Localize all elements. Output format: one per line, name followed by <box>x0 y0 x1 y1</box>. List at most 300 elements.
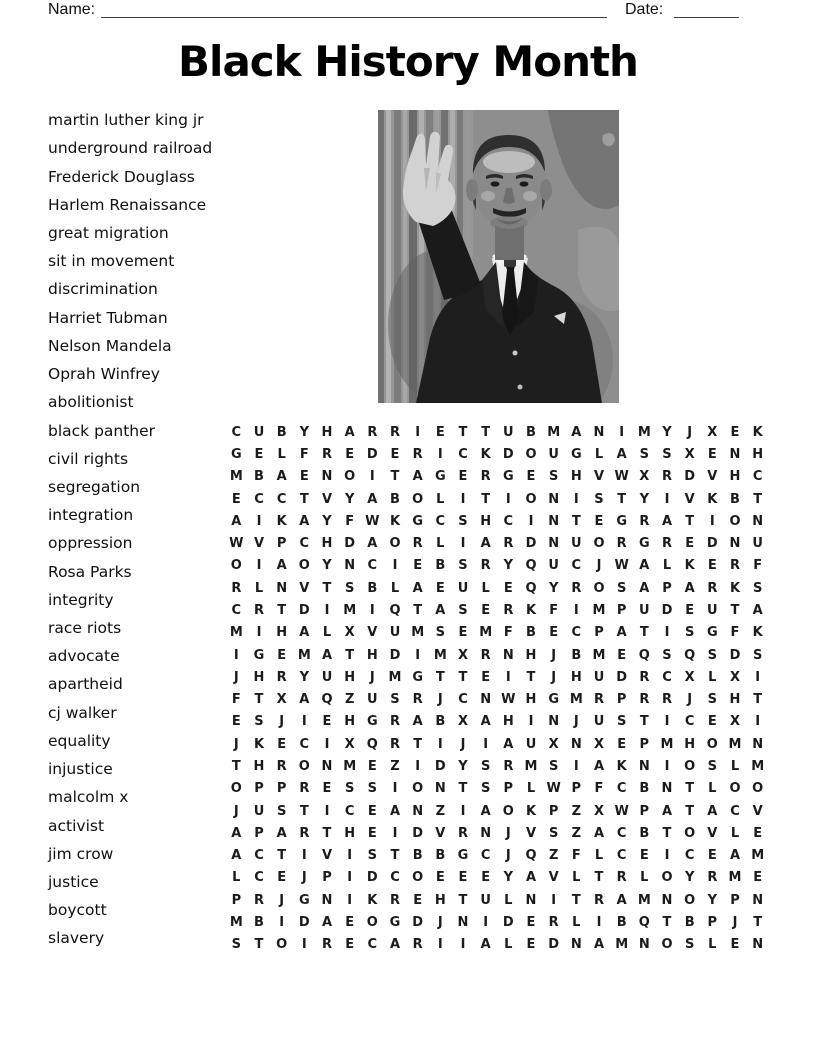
grid-letter: K <box>525 602 537 618</box>
grid-letter: U <box>548 446 559 462</box>
grid-letter: G <box>706 625 718 641</box>
grid-letter: P <box>616 692 627 708</box>
grid-letter: H <box>684 736 696 752</box>
grid-letter: I <box>664 625 670 641</box>
grid-letter: M <box>569 692 583 708</box>
grid-letter: E <box>707 848 717 864</box>
grid-letter: J <box>460 736 466 752</box>
grid-letter: R <box>276 759 287 774</box>
grid-letter: I <box>664 491 670 507</box>
grid-letter: J <box>279 714 285 730</box>
grid-letter: U <box>321 669 333 685</box>
grid-letter: R <box>480 647 491 663</box>
grid-letter: A <box>299 692 310 708</box>
grid-letter: V <box>684 491 695 507</box>
grid-letter: N <box>548 513 560 529</box>
grid-letter: E <box>413 892 423 908</box>
grid-letter: X <box>344 625 355 641</box>
word-list-item: discrimination <box>48 280 158 299</box>
grid-letter: X <box>639 469 650 485</box>
word-list-item: martin luther king jr <box>48 111 204 130</box>
grid-letter: E <box>322 714 332 730</box>
grid-letter: R <box>729 558 740 574</box>
grid-letter: Z <box>571 803 582 819</box>
date-blank-line <box>674 0 739 18</box>
grid-letter: V <box>593 469 605 485</box>
grid-letter: A <box>412 469 423 485</box>
grid-letter: I <box>256 558 262 574</box>
grid-letter: U <box>457 580 469 596</box>
grid-letter: A <box>231 513 242 529</box>
grid-letter: A <box>367 491 378 507</box>
grid-letter: R <box>503 536 514 552</box>
grid-letter: F <box>345 513 355 529</box>
grid-letter: E <box>367 759 377 774</box>
grid-letter: G <box>457 848 469 864</box>
grid-letter: I <box>347 848 353 864</box>
word-list-item: integration <box>48 506 134 525</box>
grid-letter: E <box>617 736 627 752</box>
word-list-item: Frederick Douglass <box>48 167 195 186</box>
grid-letter: C <box>503 513 514 529</box>
grid-letter: A <box>571 424 582 440</box>
grid-letter: H <box>502 714 514 730</box>
grid-letter: O <box>298 759 310 774</box>
grid-letter: E <box>231 714 241 730</box>
grid-letter: V <box>367 625 378 641</box>
grid-letter: D <box>706 536 718 552</box>
grid-letter: O <box>230 558 242 574</box>
grid-letter: T <box>594 870 604 886</box>
grid-letter: H <box>321 536 333 552</box>
grid-letter: N <box>321 892 333 908</box>
grid-letter: S <box>254 714 264 730</box>
grid-letter: X <box>684 669 695 685</box>
grid-letter: O <box>593 536 605 552</box>
grid-letter: E <box>753 825 763 841</box>
grid-letter: U <box>707 602 718 618</box>
grid-letter: N <box>412 803 424 819</box>
grid-letter: R <box>367 424 378 440</box>
grid-letter: T <box>481 491 491 507</box>
word-list-item: justice <box>48 873 99 892</box>
grid-letter: S <box>367 781 377 797</box>
grid-letter: D <box>298 602 310 618</box>
grid-letter: D <box>366 446 378 462</box>
grid-letter: J <box>551 669 557 685</box>
grid-letter: R <box>389 736 400 752</box>
grid-letter: I <box>437 736 443 752</box>
grid-letter: B <box>730 491 740 507</box>
grid-letter: U <box>480 892 491 908</box>
grid-letter: E <box>345 937 355 953</box>
grid-letter: B <box>412 848 423 864</box>
grid-letter: N <box>752 937 764 953</box>
grid-letter: J <box>596 558 602 574</box>
grid-letter: E <box>458 625 468 641</box>
grid-letter: C <box>390 870 400 886</box>
grid-letter: J <box>279 892 285 908</box>
grid-letter: Q <box>638 647 650 663</box>
grid-letter: H <box>276 625 288 641</box>
grid-letter: H <box>253 759 265 774</box>
grid-letter: E <box>435 424 445 440</box>
grid-letter: I <box>301 937 307 953</box>
grid-letter: T <box>254 937 264 953</box>
word-list-item: jim crow <box>48 844 114 863</box>
grid-letter: Y <box>322 558 332 574</box>
grid-letter: T <box>458 781 468 797</box>
grid-letter: U <box>525 736 537 752</box>
grid-letter: A <box>525 870 537 886</box>
grid-letter: I <box>528 513 534 529</box>
grid-letter: I <box>415 647 421 663</box>
grid-letter: J <box>233 736 239 752</box>
grid-letter: A <box>661 513 673 529</box>
grid-letter: R <box>412 692 423 708</box>
grid-letter: C <box>435 513 446 529</box>
grid-letter: I <box>324 803 330 819</box>
grid-letter: O <box>752 781 764 797</box>
grid-letter: D <box>344 536 356 552</box>
grid-letter: M <box>547 424 561 440</box>
grid-letter: H <box>321 424 333 440</box>
grid-letter: I <box>551 892 557 908</box>
grid-letter: Q <box>366 736 378 752</box>
grid-letter: J <box>233 803 239 819</box>
word-list-item: Nelson Mandela <box>48 336 172 355</box>
grid-letter: L <box>662 558 672 574</box>
grid-letter: R <box>707 580 718 596</box>
grid-letter: R <box>707 870 718 886</box>
grid-letter: I <box>664 759 670 774</box>
grid-letter: Q <box>525 558 537 574</box>
grid-letter: E <box>299 469 309 485</box>
grid-letter: I <box>664 848 670 864</box>
grid-letter: R <box>571 580 582 596</box>
grid-letter: O <box>706 736 718 752</box>
grid-letter: M <box>751 848 765 864</box>
grid-letter: R <box>639 513 650 529</box>
grid-letter: L <box>594 848 604 864</box>
grid-letter: N <box>276 580 288 596</box>
grid-letter: Q <box>638 915 650 931</box>
grid-letter: F <box>730 625 740 641</box>
grid-letter: G <box>570 446 582 462</box>
grid-letter: S <box>548 469 559 485</box>
grid-letter: L <box>730 825 740 841</box>
grid-letter: N <box>570 937 582 953</box>
grid-letter: C <box>684 714 695 730</box>
grid-letter: G <box>298 892 310 908</box>
grid-letter: A <box>299 625 310 641</box>
grid-letter: E <box>322 781 332 797</box>
grid-letter: P <box>594 625 604 641</box>
grid-letter: I <box>392 825 398 841</box>
grid-letter: I <box>709 513 715 529</box>
grid-letter: E <box>458 469 468 485</box>
grid-letter: S <box>276 803 287 819</box>
grid-letter: V <box>707 825 718 841</box>
name-blank-line <box>101 0 607 18</box>
grid-letter: W <box>546 781 561 797</box>
grid-letter: S <box>707 647 717 663</box>
grid-letter: A <box>480 803 491 819</box>
grid-letter: E <box>685 536 695 552</box>
grid-letter: S <box>616 580 627 596</box>
grid-letter: I <box>256 513 262 529</box>
grid-letter: C <box>730 803 740 819</box>
grid-letter: C <box>571 625 582 641</box>
grid-letter: T <box>458 669 468 685</box>
grid-letter: C <box>458 446 468 462</box>
grid-letter: R <box>616 870 627 886</box>
grid-letter: M <box>615 937 629 953</box>
grid-letter: V <box>299 580 310 596</box>
grid-letter: E <box>458 870 468 886</box>
grid-letter: Y <box>344 491 355 507</box>
grid-letter: Y <box>503 558 514 574</box>
grid-letter: T <box>753 491 763 507</box>
word-list-item: malcolm x <box>48 788 129 807</box>
grid-letter: E <box>254 446 264 462</box>
grid-letter: S <box>344 580 355 596</box>
grid-letter: E <box>707 558 717 574</box>
grid-letter: A <box>276 825 287 841</box>
grid-letter: E <box>617 647 627 663</box>
grid-letter: L <box>504 892 513 908</box>
grid-letter: W <box>229 536 244 552</box>
grid-letter: M <box>229 469 243 485</box>
grid-letter: S <box>752 647 763 663</box>
grid-letter: X <box>548 736 559 752</box>
grid-letter: R <box>503 759 514 774</box>
grid-letter: T <box>299 491 309 507</box>
grid-letter: P <box>276 781 287 797</box>
word-list-item: great migration <box>48 223 169 242</box>
grid-letter: P <box>616 602 627 618</box>
grid-letter: H <box>570 469 582 485</box>
grid-letter: N <box>548 536 560 552</box>
grid-letter: E <box>277 870 287 886</box>
grid-letter: O <box>593 580 605 596</box>
grid-letter: A <box>231 848 242 864</box>
grid-letter: I <box>596 915 602 931</box>
grid-letter: F <box>753 558 763 574</box>
grid-letter: V <box>321 848 333 864</box>
grid-letter: R <box>661 536 672 552</box>
grid-letter: C <box>276 491 287 507</box>
grid-letter: O <box>684 892 696 908</box>
grid-letter: N <box>457 915 469 931</box>
page-title: Black History Month <box>178 37 638 86</box>
grid-letter: D <box>298 915 310 931</box>
grid-letter: C <box>299 536 310 552</box>
grid-letter: I <box>460 536 466 552</box>
grid-letter: F <box>231 692 241 708</box>
grid-letter: K <box>729 580 741 596</box>
grid-letter: S <box>639 446 649 462</box>
grid-letter: L <box>322 625 332 641</box>
grid-letter: O <box>412 870 424 886</box>
grid-letter: R <box>299 825 310 841</box>
grid-letter: I <box>460 803 466 819</box>
grid-letter: N <box>434 781 446 797</box>
grid-letter: S <box>548 825 559 841</box>
word-list-item: abolitionist <box>48 393 134 412</box>
grid-letter: K <box>752 424 763 440</box>
grid-letter: Y <box>548 580 559 596</box>
grid-letter: U <box>503 424 514 440</box>
grid-letter: T <box>413 736 423 752</box>
grid-letter: V <box>253 536 265 552</box>
grid-letter: S <box>548 759 559 774</box>
grid-letter: E <box>390 446 400 462</box>
grid-letter: U <box>639 602 650 618</box>
grid-letter: I <box>505 491 511 507</box>
grid-letter: A <box>412 714 423 730</box>
grid-letter: D <box>548 937 560 953</box>
name-label: Name: <box>48 1 96 18</box>
grid-letter: J <box>369 669 375 685</box>
grid-letter: D <box>684 469 696 485</box>
grid-letter: A <box>752 602 763 618</box>
grid-letter: D <box>389 647 401 663</box>
grid-letter: H <box>480 513 492 529</box>
grid-letter: Z <box>390 759 400 774</box>
grid-letter: A <box>616 625 627 641</box>
grid-letter: A <box>367 536 378 552</box>
grid-letter: M <box>479 625 493 641</box>
grid-letter: A <box>344 424 355 440</box>
grid-letter: M <box>637 424 651 440</box>
grid-letter: B <box>526 424 536 440</box>
grid-letter: N <box>752 513 764 529</box>
grid-letter: R <box>412 536 423 552</box>
grid-letter: T <box>254 692 264 708</box>
grid-letter: M <box>728 870 742 886</box>
grid-letter: G <box>230 446 242 462</box>
grid-letter: O <box>298 558 310 574</box>
grid-letter: X <box>276 692 287 708</box>
grid-letter: O <box>729 513 741 529</box>
grid-letter: E <box>481 870 491 886</box>
word-list-item: integrity <box>48 590 114 609</box>
grid-letter: R <box>661 692 672 708</box>
grid-letter: L <box>390 580 400 596</box>
grid-letter: A <box>616 446 627 462</box>
grid-letter: I <box>256 625 262 641</box>
grid-letter: V <box>321 491 333 507</box>
word-list-item: boycott <box>48 901 107 920</box>
grid-letter: I <box>664 714 670 730</box>
grid-letter: A <box>321 647 333 663</box>
grid-letter: J <box>551 647 557 663</box>
word-list-item: sit in movement <box>48 252 175 271</box>
grid-letter: M <box>728 736 742 752</box>
grid-letter: J <box>437 915 443 931</box>
grid-letter: I <box>392 558 398 574</box>
grid-letter: S <box>752 580 763 596</box>
grid-letter: U <box>367 692 378 708</box>
grid-letter: C <box>367 937 378 953</box>
grid-letter: U <box>253 424 265 440</box>
grid-letter: S <box>458 558 468 574</box>
grid-letter: I <box>301 848 307 864</box>
grid-letter: V <box>435 825 446 841</box>
grid-letter: K <box>253 736 265 752</box>
grid-letter: A <box>276 558 287 574</box>
grid-letter: O <box>684 759 696 774</box>
grid-letter: R <box>321 937 332 953</box>
grid-letter: R <box>231 580 242 596</box>
grid-letter: C <box>254 870 264 886</box>
grid-letter: S <box>231 937 242 953</box>
grid-letter: H <box>525 692 537 708</box>
grid-letter: K <box>389 513 401 529</box>
grid-letter: O <box>389 536 401 552</box>
grid-letter: E <box>231 491 241 507</box>
grid-letter: K <box>707 491 718 507</box>
grid-letter: U <box>752 536 763 552</box>
grid-letter: A <box>299 513 310 529</box>
word-list-item: oppression <box>48 534 133 553</box>
grid-letter: C <box>344 803 355 819</box>
grid-letter: C <box>254 491 264 507</box>
grid-letter: O <box>661 870 673 886</box>
grid-letter: E <box>435 580 445 596</box>
grid-letter: T <box>526 669 536 685</box>
grid-letter: S <box>458 602 468 618</box>
grid-letter: D <box>729 647 741 663</box>
grid-letter: C <box>662 669 672 685</box>
word-list-item: cj walker <box>48 703 117 722</box>
grid-letter: X <box>593 803 604 819</box>
word-list-item: apartheid <box>48 675 123 694</box>
grid-letter: E <box>549 625 559 641</box>
grid-letter: N <box>502 647 514 663</box>
grid-letter: M <box>343 759 357 774</box>
grid-letter: E <box>367 803 377 819</box>
grid-letter: Y <box>662 424 672 440</box>
grid-letter: L <box>594 446 604 462</box>
grid-letter: I <box>460 491 466 507</box>
grid-letter: M <box>388 669 402 685</box>
grid-letter: A <box>593 759 605 774</box>
grid-letter: U <box>389 625 401 641</box>
grid-letter: I <box>573 602 579 618</box>
grid-letter: L <box>572 870 581 886</box>
grid-letter: R <box>639 692 650 708</box>
grid-letter: B <box>254 915 264 931</box>
word-list-item: Rosa Parks <box>48 562 132 581</box>
grid-letter: D <box>525 536 537 552</box>
grid-letter: T <box>322 580 332 596</box>
grid-letter: N <box>525 892 537 908</box>
grid-letter: T <box>277 848 287 864</box>
grid-letter: N <box>593 424 605 440</box>
grid-letter: A <box>616 892 627 908</box>
grid-letter: R <box>389 424 400 440</box>
grid-letter: O <box>684 825 696 841</box>
grid-letter: K <box>616 759 627 774</box>
grid-letter: N <box>752 892 764 908</box>
grid-letter: I <box>369 602 375 618</box>
grid-letter: N <box>548 491 560 507</box>
grid-letter: Z <box>548 848 559 864</box>
grid-letter: Q <box>389 602 401 618</box>
grid-letter: M <box>637 892 651 908</box>
